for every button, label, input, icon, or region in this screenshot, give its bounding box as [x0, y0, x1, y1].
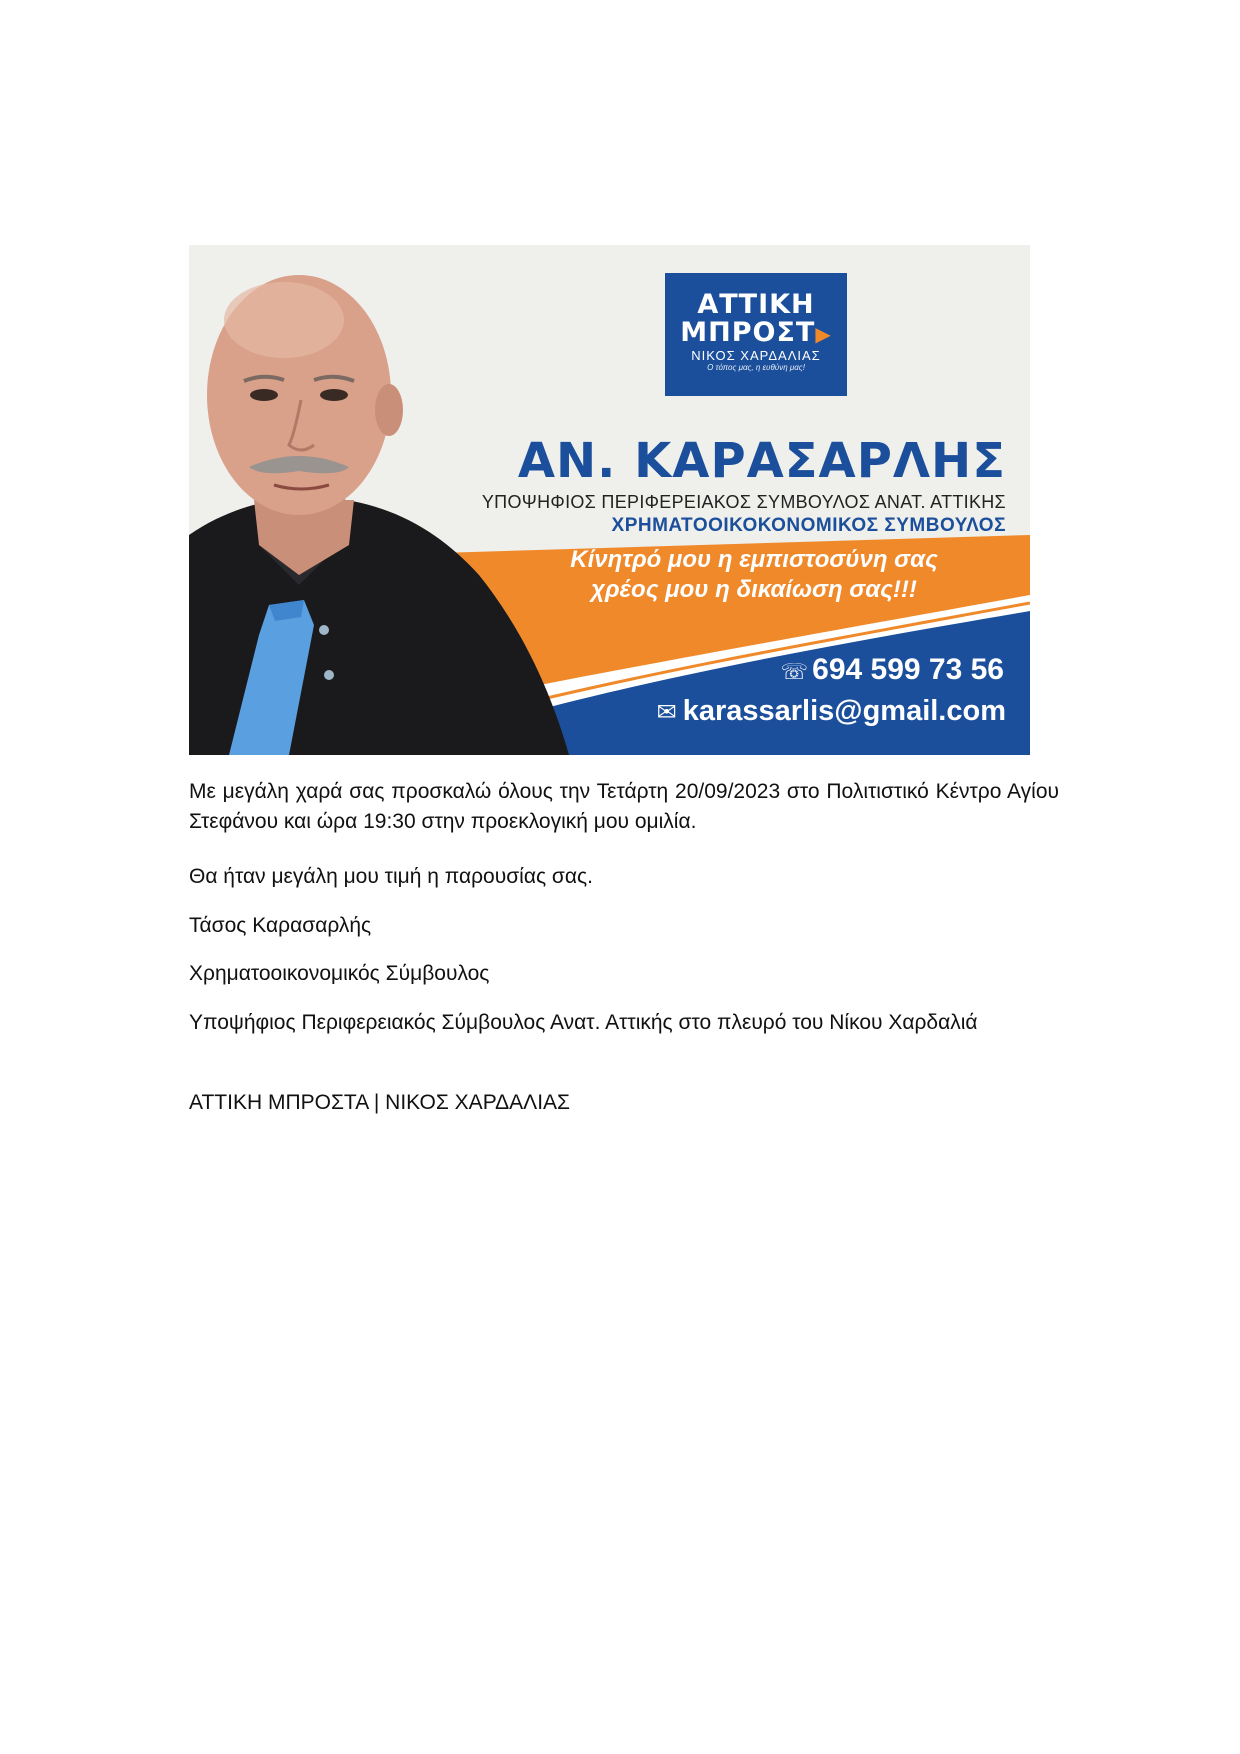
- candidate-name: ΑΝ. ΚΑΡΑΣΑΡΛΗΣ: [517, 433, 1006, 489]
- business-card-image: [189, 245, 1030, 755]
- slogan: [529, 545, 979, 605]
- slogan-line2: χρέος μου η δικαίωση σας!!!: [591, 576, 917, 603]
- phone-text: 694 599 73 56: [812, 653, 1004, 686]
- candidate-profession: ΧΡΗΜΑΤΟΟΙΚΟΚΟΝΟΜΙΚΟΣ ΣΥΜΒΟΥΛΟΣ: [611, 515, 1006, 536]
- honor-paragraph: Θα ήταν μεγάλη μου τιμή η παρουσίας σας.: [189, 865, 593, 888]
- email-address: [559, 695, 1006, 728]
- logo-line2: ΜΠΡΟΣΤ: [680, 317, 816, 348]
- email-text: karassarlis@gmail.com: [682, 695, 1006, 727]
- slogan-line1: Κίνητρό μου η εμπιστοσύνη σας: [570, 546, 938, 573]
- party-logo: [665, 273, 847, 396]
- envelope-icon: ✉: [656, 699, 677, 726]
- invitation-paragraph: Με μεγάλη χαρά σας προσκαλώ όλους την Τετάρτη 20/09/2023 στο Πολιτιστικό Κέντρο Αγίου Στεφάνου και ώρα 19:30 στην προεκλογική μου ομιλία.: [189, 780, 1059, 833]
- signature-role-candidate: Υποψήφιος Περιφερειακός Σύμβουλος Ανατ. Αττικής στο πλευρό του Νίκου Χαρδαλιά: [189, 1011, 978, 1034]
- phone-number: [689, 653, 1004, 687]
- play-triangle-icon: ▶: [815, 322, 832, 346]
- logo-line3: ΝΙΚΟΣ ΧΑΡΔΑΛΙΑΣ: [691, 348, 821, 363]
- footer-party: ΑΤΤΙΚΗ ΜΠΡΟΣΤΑ | ΝΙΚΟΣ ΧΑΡΔΑΛΙΑΣ: [189, 1091, 571, 1114]
- candidate-title: ΥΠΟΨΗΦΙΟΣ ΠΕΡΙΦΕΡΕΙΑΚΟΣ ΣΥΜΒΟΥΛΟΣ ΑΝΑΤ. ΑΤΤΙΚΗΣ: [481, 492, 1006, 512]
- phone-icon: ☏: [780, 659, 809, 684]
- logo-line1: ΑΤΤΙΚΗ: [697, 289, 815, 320]
- signature-role-financial: Χρηματοοικονομικός Σύμβουλος: [189, 962, 490, 985]
- signature-name: Τάσος Καρασαρλής: [189, 914, 372, 937]
- logo-tagline: Ο τόπος μας, η ευθύνη μας!: [707, 363, 805, 372]
